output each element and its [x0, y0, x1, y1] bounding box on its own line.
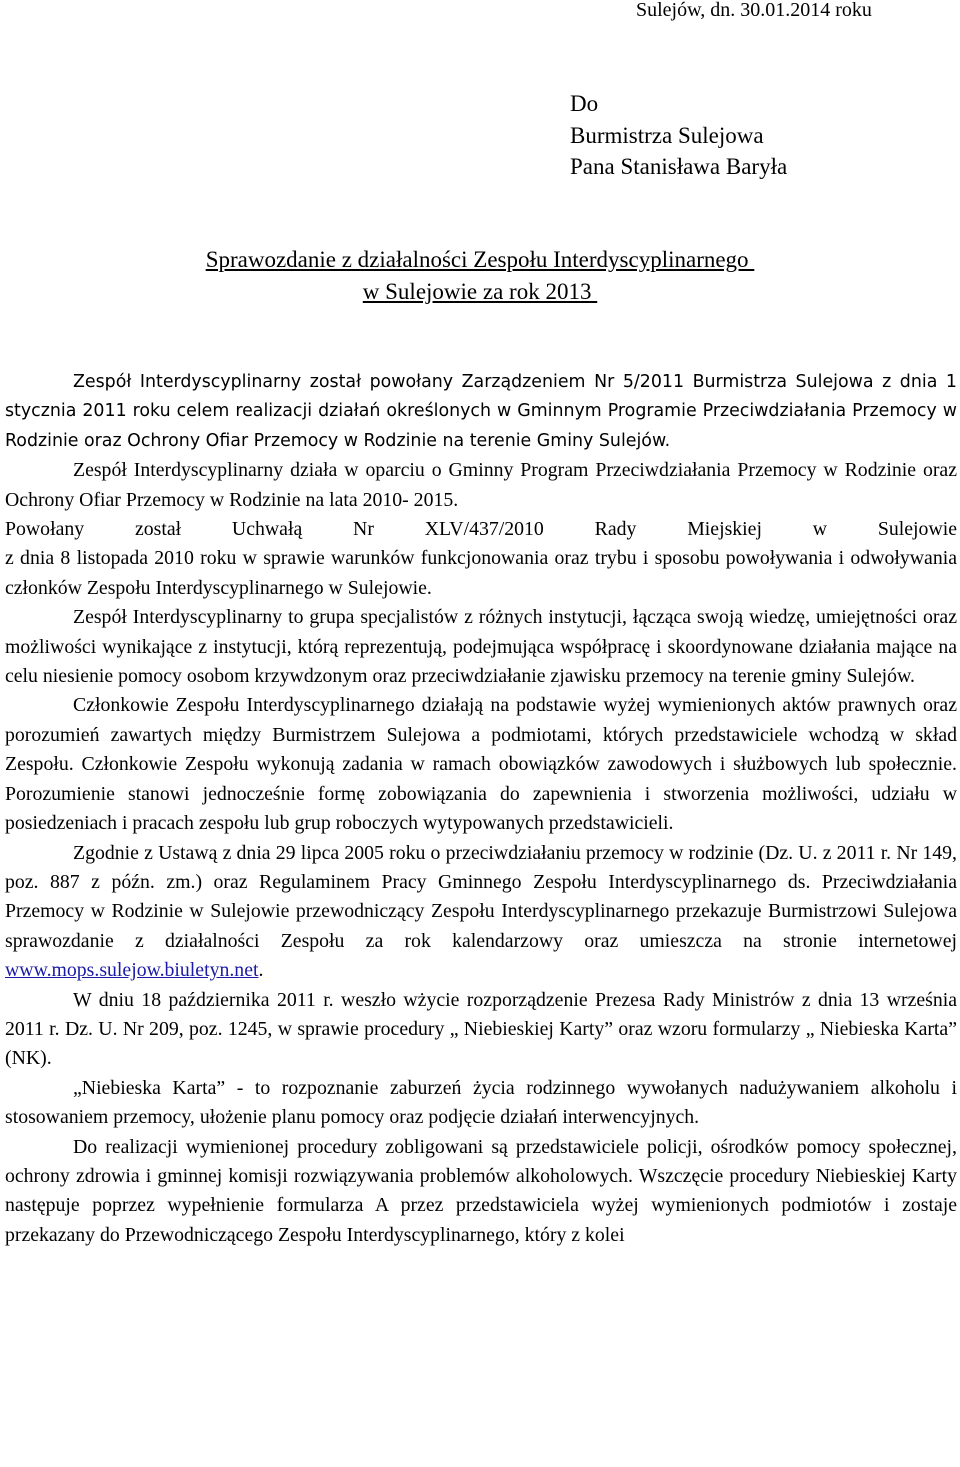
title-line-2: w Sulejowie za rok 2013	[362, 279, 598, 304]
reporting-text: Zgodnie z Ustawą z dnia 29 lipca 2005 roku o przeciwdziałaniu przemocy w rodzinie (Dz. U. z 2011 r. Nr 149, poz. 887 z późn. zm.) oraz Regulaminem Pracy Gminnego Zespołu Interdyscyplinarnego ds. Przeciwdziałania Przemocy w Rodzinie w Sulejowie przewodniczący Zespołu Interdyscyplinarnego przekazuje Burmistrzowi Sulejowa sprawozdanie z działalności Zespołu za rok kalendarzowy oraz umieszcza na stronie internetowej	[5, 841, 957, 952]
paragraph-members: Członkowie Zespołu Interdyscyplinarnego działają na podstawie wyżej wymienionych aktów prawnych oraz porozumień zawartych między Burmistrzem Sulejowa a podmiotami, których przedstawiciele wchodzą w skład Zespołu. Członkowie Zespołu wykonują zadania w ramach obowiązków zawodowych i służbowych lub społecznie. Porozumienie stanowi jednocześnie formę zobowiązania do zapewnienia i stworzenia możliwości, udziału w posiedzeniach i pracach zespołu lub grup roboczych wytypowanych przedstawicieli.	[5, 694, 957, 835]
document-body	[5, 368, 957, 1250]
recipient-line-to: Do	[570, 91, 599, 116]
paragraph-blue-card-definition: „Niebieska Karta” - to rozpoznanie zaburzeń życia rodzinnego wywołanych nadużywaniem alkoholu i stosowaniem przemocy, ułożenie planu pomocy oraz podjęcie działań interwencyjnych.	[5, 1076, 957, 1129]
paragraph-reporting	[5, 839, 957, 986]
paragraph-team-definition: Zespół Interdyscyplinarny to grupa specjalistów z różnych instytucji, łącząca swoją wiedzę, umiejętności oraz możliwości wynikające z instytucji, którą reprezentują, podejmująca współpracę i skoordynowane działania mające na celu niesienie pomocy osobom krzywdzonym oraz przeciwdziałanie zjawisku przemocy na terenie gminy Sulejów.	[5, 606, 957, 688]
recipient-line-title: Burmistrza Sulejowa	[570, 122, 764, 148]
recipient-block	[570, 88, 787, 183]
paragraph-procedure: Do realizacji wymienionej procedury zobligowani są przedstawiciele policji, ośrodków pomocy społecznej, ochrony zdrowia i gminnej komisji rozwiązywania problemów alkoholowych. Wszczęcie procedury Niebieskiej Karty następuje poprzez wypełnienie formularza A przez przedstawiciela wyżej wymienionych podmiotów i zostaje przekazany do Przewodniczącego Zespołu Interdyscyplinarnego, który z kolei	[5, 1135, 957, 1246]
reporting-end: .	[258, 959, 264, 982]
website-link[interactable]: www.mops.sulejow.biuletyn.net	[5, 959, 259, 982]
paragraph-establishment: Zespół Interdyscyplinarny został powołany Zarządzeniem Nr 5/2011 Burmistrza Sulejowa z dnia 1 stycznia 2011 roku celem realizacji działań określonych w Gminnym Programie Przeciwdziałania Przemocy w Rodzinie oraz Ochrony Ofiar Przemocy w Rodzinie na terenie Gminy Sulejów.	[5, 372, 957, 451]
document-date: Sulejów, dn. 30.01.2014 roku	[636, 0, 872, 21]
paragraph-regulation: W dniu 18 października 2011 r. weszło wżycie rozporządzenie Prezesa Rady Ministrów z dnia 13 września 2011 r. Dz. U. Nr 209, poz. 1245, w sprawie procedury „ Niebieskiej Karty” oraz wzoru formularzy „ Niebieska Karta” (NK).	[5, 988, 957, 1070]
paragraph-legal-basis: Zespół Interdyscyplinarny działa w oparciu o Gminny Program Przeciwdziałania Przemocy w Rodzinie oraz Ochrony Ofiar Przemocy w Rodzinie na lata 2010- 2015.	[5, 459, 957, 511]
recipient-line-name: Pana Stanisława Baryła	[570, 154, 788, 179]
paragraph-resolution-details: z dnia 8 listopada 2010 roku w sprawie warunków funkcjonowania oraz trybu i sposobu powoływania i odwoływania członków Zespołu Interdyscyplinarnego w Sulejowie.	[5, 547, 957, 599]
document-title	[0, 244, 960, 308]
paragraph-resolution-line: Powołany został Uchwałą Nr XLV/437/2010 Rady Miejskiej w Sulejowie	[5, 518, 957, 541]
title-line-1: Sprawozdanie z działalności Zespołu Interdyscyplinarnego	[205, 247, 755, 272]
